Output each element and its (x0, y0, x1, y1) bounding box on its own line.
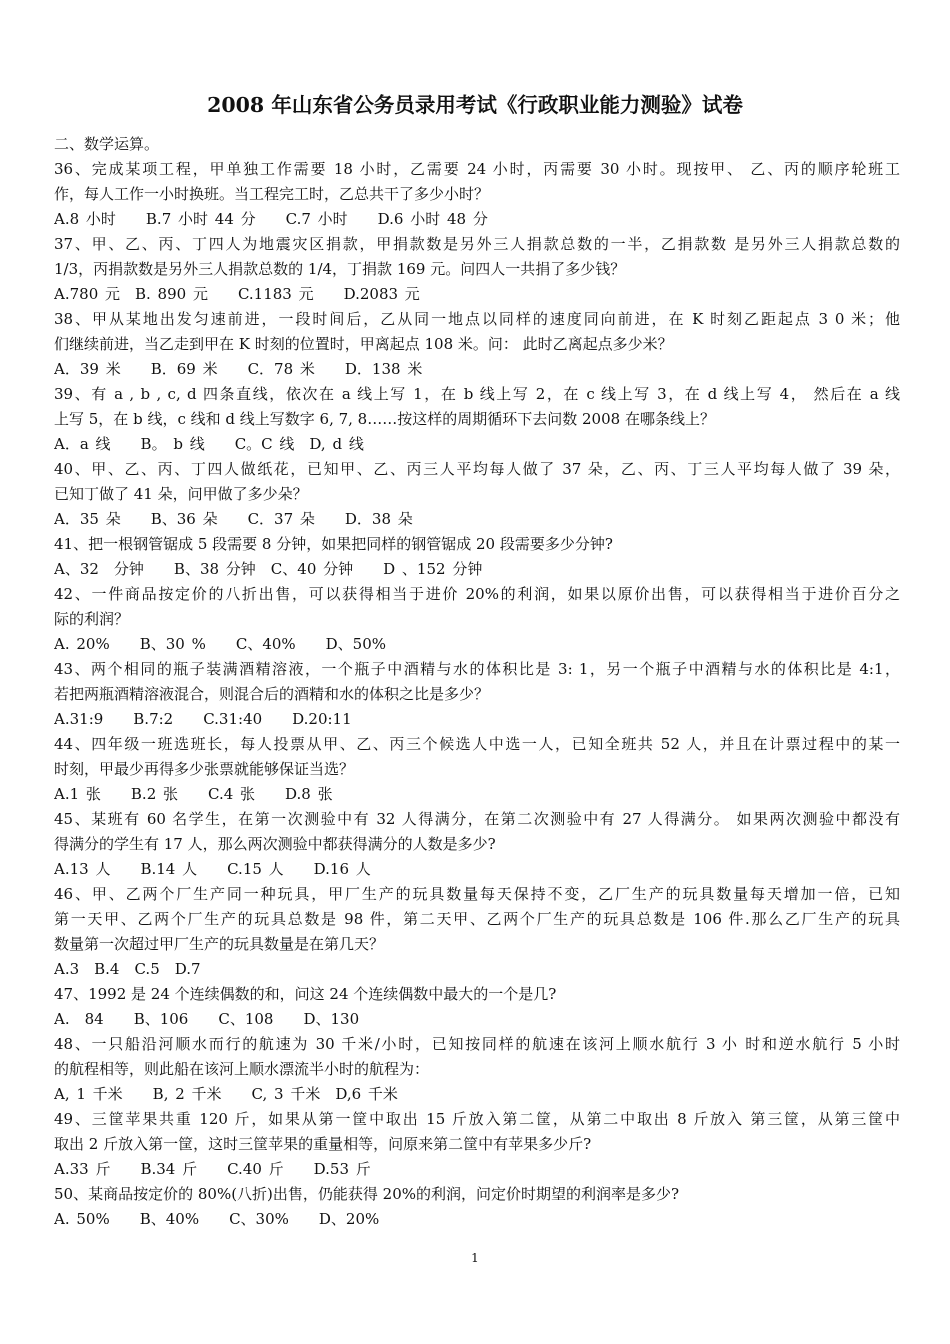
text-line: 36、完成某项工程，甲单独工作需要 18 小时，乙需要 24 小时，丙需要 30 小时。现按甲、 乙、丙的顺序轮班工 (54, 160, 900, 178)
answer-options-line: A．a 线 B。 b 线 C。C 线 D, d 线 (54, 435, 364, 453)
text-line: 取出 2 斤放入第一筐，这时三筐苹果的重量相等，问原来第二筐中有苹果多少斤? (54, 1135, 592, 1153)
answer-options-line: A.8 小时 B.7 小时 44 分 C.7 小时 D.6 小时 48 分 (54, 210, 488, 228)
text-line: 37、甲、乙、丙、丁四人为地震灾区捐款，甲捐款数是另外三人捐款总数的一半，乙捐款数 是另外三人捐款总数的 (54, 235, 900, 253)
text-line: 39、有 a , b , c, d 四条直线，依次在 a 线上写 1，在 b 线上写 2，在 c 线上写 3，在 d 线上写 4， 然后在 a 线 (54, 385, 900, 403)
answer-options-line: A, 1 千米 B, 2 千米 C, 3 千米 D,6 千米 (54, 1085, 398, 1103)
text-line: 已知丁做了 41 朵，问甲做了多少朵？ (54, 485, 308, 503)
text-line: 48、一只船沿河顺水而行的航速为 30 千米/小时，已知按同样的航速在该河上顺水航行 3 小 时和逆水航行 5 小时 (54, 1035, 900, 1053)
text-line: 41、把一根钢管锯成 5 段需要 8 分钟，如果把同样的钢管锯成 20 段需要多少分钟? (54, 535, 613, 553)
page-number: 1 (471, 1251, 479, 1265)
answer-options-line: A. 84 B、106 C、108 D、130 (54, 1010, 360, 1028)
answer-options-line: A. 20% B、30 % C、40% D、50% (54, 635, 387, 653)
text-line: 得满分的学生有 17 人，那么两次测验中都获得满分的人数是多少? (54, 835, 496, 853)
text-line: 际的利润？ (54, 610, 130, 628)
text-line: 50、某商品按定价的 80%(八折)出售，仍能获得 20%的利润，问定价时期望的利润率是多少? (54, 1185, 680, 1203)
text-line: 49、三筐苹果共重 120 斤，如果从第一筐中取出 15 斤放入第二筐，从第二中取出 8 斤放入 第三筐，从第三筐中 (54, 1110, 900, 1128)
answer-options-line: A.1 张 B.2 张 C.4 张 D.8 张 (54, 785, 333, 803)
answer-options-line: A. 50% B、40% C、30% D、20% (54, 1210, 380, 1228)
text-line: 47、1992 是 24 个连续偶数的和，问这 24 个连续偶数中最大的一个是几? (54, 985, 557, 1003)
text-line: 第一天甲、乙两个厂生产的玩具总数是 98 件，第二天甲、乙两个厂生产的玩具总数是 106 件.那么乙厂生产的玩具 (54, 910, 900, 928)
answer-options-line: A、32 分钟 B、38 分钟 C、40 分钟 D 、152 分钟 (54, 560, 483, 578)
text-line: 46、甲、乙两个厂生产同一种玩具，甲厂生产的玩具数量每天保持不变，乙厂生产的玩具数量每天增加一倍，已知 (54, 885, 900, 903)
answer-options-line: A．35 朵 B、36 朵 C．37 朵 D．38 朵 (54, 510, 413, 528)
text-line: 时刻，甲最少再得多少张票就能够保证当选？ (54, 760, 355, 778)
text-line: 1/3，丙捐款数是另外三人捐款总数的 1/4，丁捐款 169 元。问四人一共捐了多少钱？ (54, 260, 626, 278)
text-line: 43、两个相同的瓶子装满酒精溶液，一个瓶子中酒精与水的体积比是 3: 1，另一个瓶子中酒精与水的体积比是 4:1， (54, 660, 900, 678)
text-line: 数量第一次超过甲厂生产的玩具数量是在第几天？ (54, 935, 385, 953)
text-line: 作，每人工作一小时换班。当工程完工时，乙总共干了多少小时？ (54, 185, 490, 203)
text-line: 的航程相等，则此船在该河上顺水漂流半小时的航程为： (54, 1060, 430, 1078)
text-line: 若把两瓶酒精溶液混合，则混合后的酒精和水的体积之比是多少？ (54, 685, 490, 703)
document-title: 2008 年山东省公务员录用考试《行政职业能力测验》试卷 (207, 93, 743, 117)
answer-options-line: A.780 元 B. 890 元 C.1183 元 D.2083 元 (54, 285, 420, 303)
question-body (54, 132, 900, 1232)
text-line: 42、一件商品按定价的八折出售，可以获得相当于进价 20%的利润，如果以原价出售，可以获得相当于进价百分之 (54, 585, 900, 603)
answer-options-line: A.13 人 B.14 人 C.15 人 D.16 人 (54, 860, 371, 878)
text-line: 45、某班有 60 名学生，在第一次测验中有 32 人得满分，在第二次测验中有 27 人得满分。 如果两次测验中都没有 (54, 810, 900, 828)
text-line: 上写 5，在 b 线，c 线和 d 线上写数字 6, 7, 8……按这样的周期循环下去问数 2008 在哪条线上？ (54, 410, 715, 428)
text-line: 40、甲、乙、丙、丁四人做纸花，已知甲、乙、丙三人平均每人做了 37 朵，乙、丙、丁三人平均每人做了 39 朵， (54, 460, 900, 478)
text-line: 38、甲从某地出发匀速前进，一段时间后，乙从同一地点以同样的速度同向前进，在 K 时刻乙距起点 3 0 米；他 (54, 310, 900, 328)
answer-options-line: A．39 米 B．69 米 C．78 米 D．138 米 (54, 360, 423, 378)
text-line: 二、数学运算。 (54, 135, 160, 153)
text-line: 44、四年级一班选班长，每人投票从甲、乙、丙三个候选人中选一人，已知全班共 52 人，并且在计票过程中的某一 (54, 735, 900, 753)
answer-options-line: A.3 B.4 C.5 D.7 (54, 960, 201, 978)
answer-options-line: A.31:9 B.7:2 C.31:40 D.20:11 (54, 710, 352, 728)
text-line: 们继续前进，当乙走到甲在 K 时刻的位置时，甲离起点 108 米。问： 此时乙离起点多少米？ (54, 335, 673, 353)
answer-options-line: A.33 斤 B.34 斤 C.40 斤 D.53 斤 (54, 1160, 371, 1178)
